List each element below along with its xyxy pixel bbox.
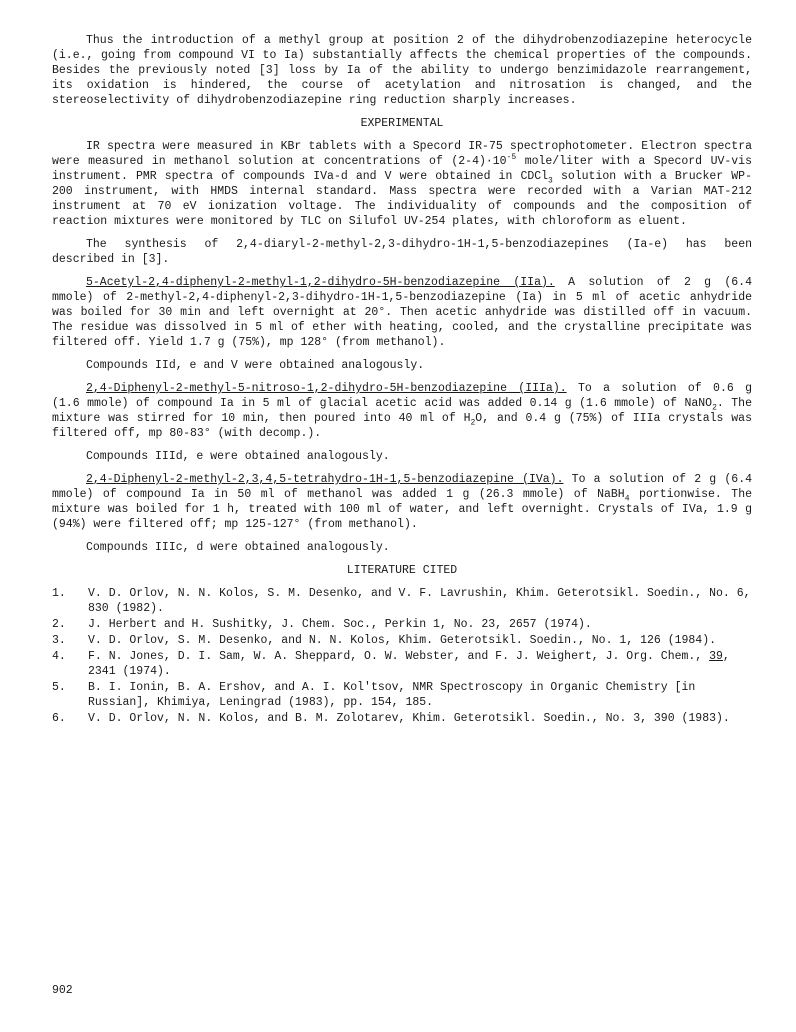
procedure-iiia-paragraph: 2,4-Diphenyl-2-methyl-5-nitroso-1,2-dihydro-5H-benzodiazepine (IIIa). To a solution of 0.6 g (1.6 mmole) of compound Ia in 5 ml of glacial acetic acid was added 0.14 g (1.6 mmole) of NaNO$_2$. The mixture was stirred for 10 min, then poured into 40 ml of $H_2O$, and 0.4 g (75%) of IIIa crystals was filtered off, mp 80-83° (with decomp.). [52, 382, 752, 440]
procedure-iia-title: 5-Acetyl-2,4-diphenyl-2-methyl-1,2-dihydro-5H-benzodiazepine (IIa). [86, 276, 555, 289]
procedure-iva-paragraph: 2,4-Diphenyl-2-methyl-2,3,4,5-tetrahydro-1H-1,5-benzodiazepine (IVa). To a solution of 2 g (6.4 mmole) of compound Ia in 50 ml of methanol was added 1 g (26.3 mmole) of NaBH$_4$ portionwise. The mixture was boiled for 1 h, treated with 100 ml of water, and left overnight. Crystals of IVa, 1.9 g (94%) were filtered off; mp 125-127° (from methanol). [52, 473, 752, 531]
literature-heading: LITERATURE CITED [346, 564, 458, 577]
reference-item: 5. B. I. Ionin, B. A. Ershov, and A. I. Kol'tsov, NMR Spectroscopy in Organic Chemistry [in Russian], Khimiya, Leningrad (1983), pp. 154, 185. [52, 681, 696, 709]
reference-item: 4. F. N. Jones, D. I. Sam, W. A. Sheppard, O. W. Webster, and F. J. Weighert, J. Org. Chem., 39, 2341 (1974). [52, 650, 730, 678]
procedure-iia-paragraph: 5-Acetyl-2,4-diphenyl-2-methyl-1,2-dihydro-5H-benzodiazepine (IIa). A solution of 2 g (6.4 mmole) of 2-methyl-2,4-diphenyl-2,3-dihydro-1H-1,5-benzodiazepine (Ia) in 5 ml of acetic anhydride was boiled for 30 min and left overnight at 20°. Then acetic anhydride was distilled off in vacuum. The residue was dissolved in 5 ml of ether with heating, cooled, and the crystalline precipitate was filtered off. Yield 1.7 g (75%), mp 128° (from methanol). [52, 276, 752, 349]
analog-note-iiid: Compounds IIId, e were obtained analogously. [86, 450, 390, 463]
procedure-iva-title: 2,4-Diphenyl-2-methyl-2,3,4,5-tetrahydro-1H-1,5-benzodiazepine (IVa). [86, 473, 564, 486]
analog-note-iid: Compounds IId, e and V were obtained analogously. [86, 359, 425, 372]
reference-item: 6. V. D. Orlov, N. N. Kolos, and B. M. Zolotarev, Khim. Geterotsikl. Soedin., No. 3, 390 (1983). [52, 712, 730, 725]
reference-item: 3. V. D. Orlov, S. M. Desenko, and N. N. Kolos, Khim. Geterotsikl. Soedin., No. 1, 126 (1984). [52, 634, 717, 647]
page-body [52, 33, 752, 727]
analog-note-iiic: Compounds IIIc, d were obtained analogously. [86, 541, 390, 554]
procedure-iiia-title: 2,4-Diphenyl-2-methyl-5-nitroso-1,2-dihydro-5H-benzodiazepine (IIIa). [86, 382, 567, 395]
reference-item: 2. J. Herbert and H. Sushitky, J. Chem. Soc., Perkin 1, No. 23, 2657 (1974). [52, 618, 592, 631]
intro-paragraph: Thus the introduction of a methyl group at position 2 of the dihydrobenzodiazepine heterocycle (i.e., going from compound VI to Ia) substantially affects the chemical properties of the compounds. Besides the previously noted [3] loss by Ia of the ability to undergo benzimidazole rearrangement, its oxidation is hindered, the course of acetylation and nitrosation is changed, and the stereoselectivity of dihydrobenzodiazepine ring reduction sharply increases. [52, 34, 752, 107]
experimental-paragraph-instruments: IR spectra were measured in KBr tablets with a Specord IR-75 spectrophotometer. Electron spectra were measured in methanol solution at concentrations of $(2-4)\cdot 10^{-5}$ mole/liter with a Specord UV-vis instrument. PMR spectra of compounds IVa-d and V were obtained in CDCl$_3$ solution with a Brucker WP-200 instrument, with HMDS internal standard. Mass spectra were recorded with a Varian MAT-212 instrument at 70 eV ionization voltage. The individuality of compounds and the composition of reaction mixtures were monitored by TLC on Silufol UV-254 plates, with chloroform as eluent. [52, 140, 752, 228]
reference-list [52, 586, 752, 726]
experimental-heading: EXPERIMENTAL [360, 117, 444, 130]
reference-item: 1. V. D. Orlov, N. N. Kolos, S. M. Desenko, and V. F. Lavrushin, Khim. Geterotsikl. Soedin., No. 6, 830 (1982). [52, 587, 751, 615]
synthesis-reference-paragraph: The synthesis of 2,4-diaryl-2-methyl-2,3-dihydro-1H-1,5-benzodiazepines (Ia-e) has been described in [3]. [52, 238, 752, 266]
page-number: 902 [52, 984, 73, 997]
